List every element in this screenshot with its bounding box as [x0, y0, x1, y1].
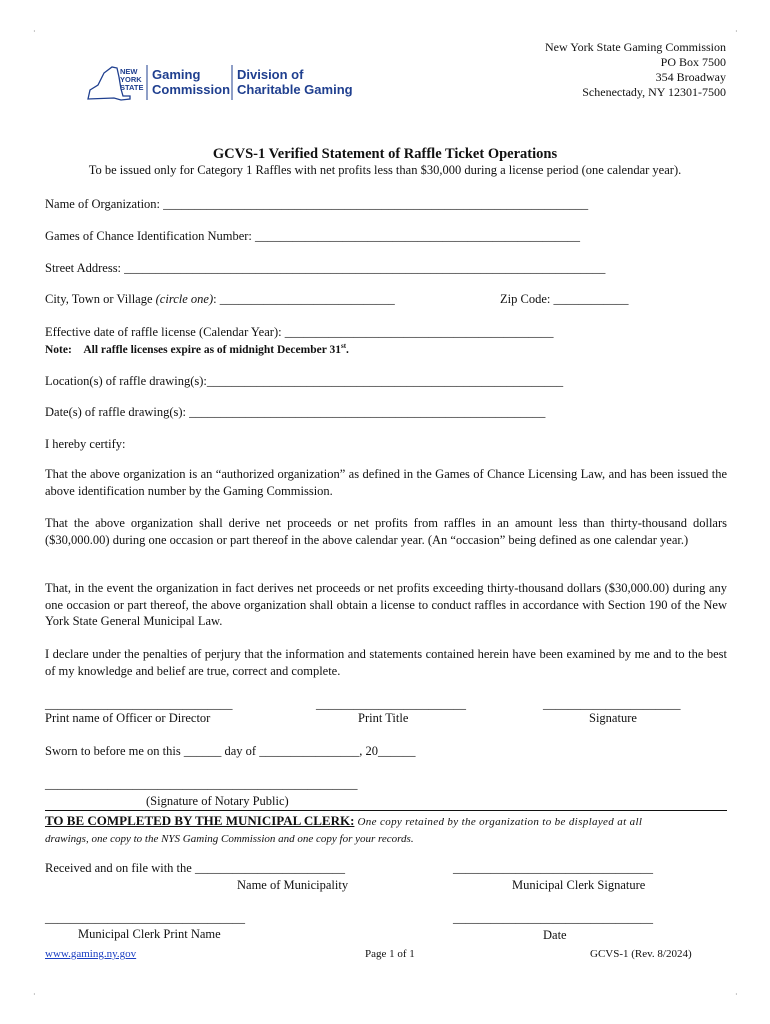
- perjury-declaration: I declare under the penalties of perjury that the information and statements contained herein have been examined by me and to the best of my knowledge and belief are true, correct and complete.: [45, 647, 727, 678]
- effective-date-field[interactable]: Effective date of raffle license (Calendar Year): ___________________________________________: [45, 325, 554, 339]
- circle-one-hint: (circle one): [155, 292, 214, 306]
- address-line: Schenectady, NY 12301-7500: [582, 85, 726, 99]
- note-label: Note:: [45, 343, 72, 356]
- form-revision: GCVS-1 (Rev. 8/2024): [590, 948, 692, 960]
- drawing-locations-field[interactable]: Location(s) of raffle drawing(s):_________________________________________________________: [45, 374, 564, 388]
- note-text: All raffle licenses expire as of midnight December 31: [83, 343, 341, 356]
- certify-heading: I hereby certify:: [45, 437, 126, 451]
- corner-mark: ·: [735, 27, 738, 36]
- notary-signature-label: (Signature of Notary Public): [146, 794, 289, 808]
- clerk-signature-line[interactable]: ________________________________: [453, 861, 653, 875]
- logo-division-of: Division of: [237, 67, 304, 82]
- print-title-label: Print Title: [358, 711, 409, 725]
- address-line: New York State Gaming Commission: [544, 40, 726, 54]
- clerk-print-name-line[interactable]: ________________________________: [45, 911, 245, 925]
- clerk-heading: TO BE COMPLETED BY THE MUNICIPAL CLERK:: [45, 813, 355, 828]
- form-subtitle: To be issued only for Category 1 Raffles with net profits less than $30,000 during a license period (one calendar year).: [88, 163, 682, 177]
- corner-mark: ·: [735, 990, 738, 999]
- page-number: Page 1 of 1: [365, 948, 415, 960]
- certification-paragraph-1: That the above organization is an “authorized organization” as defined in the Games of Chance Licensing Law, and has been issued the above identification number by the Gaming Commission.: [45, 467, 727, 498]
- date-line[interactable]: ________________________________: [453, 911, 653, 925]
- corner-mark: ·: [33, 27, 36, 36]
- clerk-instructions-line-2: drawings, one copy to the NYS Gaming Commission and one copy for your records.: [45, 833, 414, 845]
- clerk-instructions: [45, 813, 642, 829]
- logo-gaming: Gaming: [152, 67, 201, 82]
- note-superscript: st: [340, 342, 347, 350]
- logo-ny-line-3: STATE: [120, 83, 144, 92]
- sworn-date-field[interactable]: Sworn to before me on this ______ day of ________________, 20______: [45, 744, 416, 758]
- street-address-field[interactable]: Street Address: _____________________________________________________________________________: [45, 261, 606, 275]
- games-of-chance-id-field[interactable]: Games of Chance Identification Number: ____________________________________________________: [45, 229, 580, 243]
- organization-name-field[interactable]: Name of Organization: ____________________________________________________________________: [45, 197, 589, 211]
- commission-address: [545, 40, 726, 100]
- gaming-website-link[interactable]: www.gaming.ny.gov: [45, 948, 137, 960]
- license-note: [45, 342, 349, 356]
- received-municipality-field[interactable]: Received and on file with the ________________________: [45, 861, 345, 875]
- date-label: Date: [543, 928, 567, 942]
- signature-line[interactable]: ______________________: [543, 697, 681, 711]
- officer-name-line[interactable]: ______________________________: [45, 697, 233, 711]
- logo-charitable-gaming: Charitable Gaming: [237, 82, 353, 97]
- municipality-label: Name of Municipality: [237, 878, 349, 892]
- logo-ny-line-2: YORK: [120, 75, 142, 84]
- gaming-commission-logo: [86, 63, 356, 103]
- address-line: PO Box 7500: [660, 55, 726, 69]
- clerk-signature-label: Municipal Clerk Signature: [512, 878, 646, 892]
- section-divider: [45, 810, 727, 811]
- logo-commission: Commission: [152, 82, 231, 97]
- drawing-dates-field[interactable]: Date(s) of raffle drawing(s): _________________________________________________________: [45, 405, 546, 419]
- clerk-instructions-line-1: One copy retained by the organization to be displayed at all: [354, 816, 643, 828]
- address-line: 354 Broadway: [655, 70, 726, 84]
- note-period: .: [346, 343, 349, 356]
- certification-paragraph-3: That, in the event the organization in fact derives net proceeds or net profits exceeding thirty-thousand dollars ($30,000.00) during any one occasion or part thereof, the above organization shall obtain a license to conduct raffles in accordance with Section 190 of the New York State General Municipal Law.: [45, 581, 727, 628]
- logo-ny-line-1: NEW: [120, 67, 138, 76]
- city-field[interactable]: [45, 292, 395, 307]
- form-title: GCVS-1 Verified Statement of Raffle Ticket Operations: [212, 146, 558, 162]
- print-title-line[interactable]: ________________________: [316, 697, 466, 711]
- zip-code-field[interactable]: Zip Code: ____________: [500, 292, 629, 306]
- certification-paragraph-2: That the above organization shall derive net proceeds or net profits from raffles in an amount less than thirty-thousand dollars ($30,000.00) during one occasion or part thereof in the above calendar year. (An “occasion” being defined as one calendar year.): [45, 516, 727, 547]
- signature-label: Signature: [589, 711, 637, 725]
- city-label: City, Town or Village: [45, 292, 156, 306]
- city-blank: : ____________________________: [213, 292, 395, 306]
- clerk-print-name-label: Municipal Clerk Print Name: [78, 927, 221, 941]
- officer-name-label: Print name of Officer or Director: [45, 711, 211, 725]
- corner-mark: ·: [33, 990, 36, 999]
- notary-signature-line[interactable]: __________________________________________________: [45, 777, 358, 791]
